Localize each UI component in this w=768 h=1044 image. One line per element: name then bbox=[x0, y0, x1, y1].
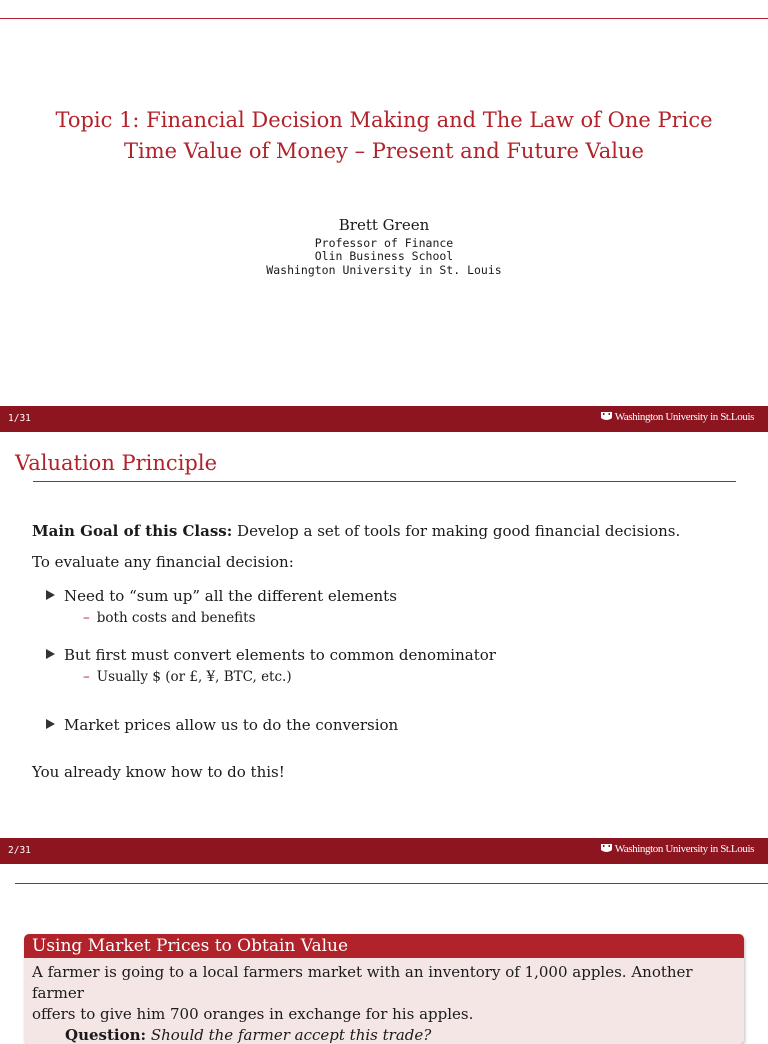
affiliation-title: Professor of Finance bbox=[314, 236, 454, 250]
university-logo bbox=[601, 843, 754, 855]
bullet-text: Market prices allow us to do the conversion bbox=[64, 716, 399, 734]
slide1-title-line2: Time Value of Money – Present and Future Value bbox=[124, 139, 644, 163]
triangle-bullet-icon bbox=[46, 719, 55, 729]
author-name: Brett Green bbox=[338, 216, 430, 234]
block-line-1: A farmer is going to a local farmers market with an inventory of 1,000 apples. Another farmer bbox=[32, 963, 693, 1002]
question-text: Should the farmer accept this trade? bbox=[150, 1026, 432, 1044]
slide1-top-rule bbox=[0, 18, 768, 19]
sub-bullet-2 bbox=[83, 669, 292, 685]
triangle-bullet-icon bbox=[46, 590, 55, 600]
shield-icon bbox=[601, 412, 612, 422]
question-label: Question: bbox=[65, 1026, 147, 1044]
affiliation-university: Washington University in St. Louis bbox=[266, 263, 502, 277]
slide2-title-rule bbox=[33, 481, 736, 482]
block-body bbox=[24, 958, 744, 1044]
closing-text: You already know how to do this! bbox=[32, 763, 285, 781]
dash-icon: – bbox=[83, 669, 90, 685]
slide3-top-rule bbox=[15, 883, 768, 884]
shield-icon bbox=[601, 844, 612, 854]
sub-bullet-text: Usually $ (or £, ¥, BTC, etc.) bbox=[96, 669, 292, 685]
sub-bullet-1 bbox=[83, 610, 256, 626]
dash-icon: – bbox=[83, 610, 90, 626]
slide2-footer bbox=[0, 838, 768, 864]
bullet-3 bbox=[46, 716, 398, 734]
slide2-title: Valuation Principle bbox=[15, 451, 217, 475]
bullet-2 bbox=[46, 646, 496, 664]
goal-text: Develop a set of tools for making good financial decisions. bbox=[232, 522, 681, 540]
sub-bullet-text: both costs and benefits bbox=[96, 610, 256, 626]
page-number: 1/31 bbox=[8, 413, 31, 424]
logo-text: Washington University in St.Louis bbox=[614, 411, 754, 423]
goal-label: Main Goal of this Class: bbox=[32, 522, 233, 540]
page-number: 2/31 bbox=[8, 845, 31, 856]
affiliation-school: Olin Business School bbox=[314, 249, 454, 263]
university-logo bbox=[601, 411, 754, 423]
bullet-text: Need to “sum up” all the different elements bbox=[64, 587, 397, 605]
example-block bbox=[24, 934, 744, 1044]
triangle-bullet-icon bbox=[46, 649, 55, 659]
bullet-text: But first must convert elements to common denominator bbox=[64, 646, 496, 664]
logo-text: Washington University in St.Louis bbox=[614, 843, 754, 855]
bullet-1 bbox=[46, 587, 397, 605]
question bbox=[32, 1025, 736, 1044]
block-line-2: offers to give him 700 oranges in exchange for his apples. bbox=[32, 1005, 474, 1023]
intro-text: To evaluate any financial decision: bbox=[32, 553, 294, 571]
slide1-title-line1: Topic 1: Financial Decision Making and The Law of One Price bbox=[55, 108, 713, 132]
block-title: Using Market Prices to Obtain Value bbox=[24, 934, 744, 958]
slide1-footer bbox=[0, 406, 768, 432]
main-goal bbox=[32, 522, 680, 540]
